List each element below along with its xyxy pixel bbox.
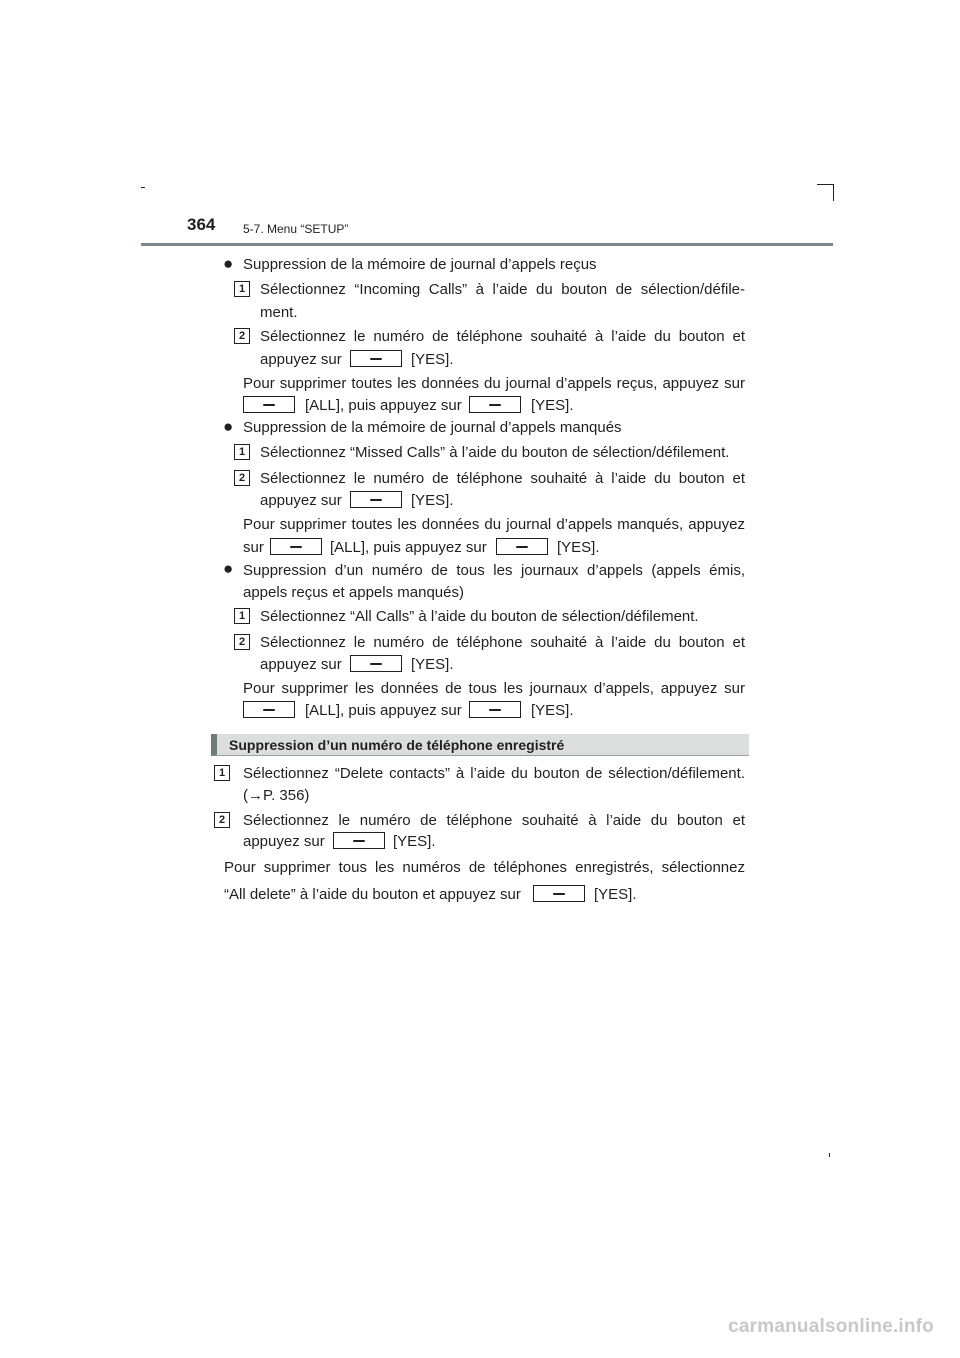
- block3-step1-line1: Sélectionnez “All Calls” à l’aide du bouton de sélection/défilement.: [260, 608, 699, 625]
- button-icon: [350, 655, 402, 672]
- bullet-icon: ●: [223, 417, 234, 436]
- button-icon: [496, 538, 548, 555]
- button-icon: [243, 396, 295, 413]
- button-icon: [469, 701, 521, 718]
- bullet-icon: ●: [223, 559, 234, 578]
- step-2-badge: 2: [234, 634, 250, 650]
- step-2-badge: 2: [234, 328, 250, 344]
- block1-step1-line2: ment.: [260, 304, 298, 321]
- block3-note-line2a: [ALL], puis appuyez sur: [305, 702, 462, 719]
- block2-heading: Suppression de la mémoire de journal d’appels manqués: [243, 419, 622, 436]
- block1-note-line1: Pour supprimer toutes les données du journal d’appels reçus, appuyez sur: [243, 375, 745, 392]
- block3-note-line2b: [YES].: [531, 702, 574, 719]
- header-rule: [141, 243, 833, 246]
- bullet-icon: ●: [223, 254, 234, 273]
- button-icon: [350, 491, 402, 508]
- section2-note-line2b: [YES].: [594, 886, 637, 903]
- block2-note-line1: Pour supprimer toutes les données du journal d’appels manqués, appuyez: [243, 516, 745, 533]
- block2-note-line2a: sur: [243, 539, 264, 556]
- section2-note-line1: Pour supprimer tous les numéros de téléphones enregistrés, sélectionnez: [224, 859, 745, 876]
- step-1-badge: 1: [234, 281, 250, 297]
- step-1-badge: 1: [214, 765, 230, 781]
- watermark[interactable]: carmanualsonline.info: [728, 1316, 934, 1337]
- section-heading-bar: [211, 734, 749, 756]
- block3-step2-line2b: [YES].: [411, 656, 454, 673]
- section2-step1-line2: (→P. 356): [243, 787, 310, 804]
- section2-step2-line2a: appuyez sur: [243, 833, 325, 850]
- block3-step2-line2a: appuyez sur: [260, 656, 342, 673]
- crop-mark: [817, 184, 834, 185]
- block3-note-line1: Pour supprimer les données de tous les journaux d’appels, appuyez sur: [243, 680, 745, 697]
- block2-step1-line1: Sélectionnez “Missed Calls” à l’aide du bouton de sélection/défilement.: [260, 444, 730, 461]
- section-title: Suppression d’un numéro de téléphone enregistré: [229, 737, 565, 753]
- step-2-badge: 2: [214, 812, 230, 828]
- block1-step2-line2a: appuyez sur: [260, 351, 342, 368]
- block3-heading-line2: appels reçus et appels manqués): [243, 584, 464, 601]
- crop-mark: [141, 187, 145, 188]
- block3-step2-line1: Sélectionnez le numéro de téléphone souhaité à l’aide du bouton et: [260, 634, 745, 651]
- crop-mark: [833, 184, 834, 201]
- section2-step2-line1: Sélectionnez le numéro de téléphone souhaité à l’aide du bouton et: [243, 812, 745, 829]
- block1-step2-line2b: [YES].: [411, 351, 454, 368]
- section2-step2-line2b: [YES].: [393, 833, 436, 850]
- section2-step1-line1: Sélectionnez “Delete contacts” à l’aide du bouton de sélection/défilement.: [243, 765, 745, 782]
- section2-note-line2a: “All delete” à l’aide du bouton et appuyez sur: [224, 886, 521, 903]
- block3-heading-line1: Suppression d’un numéro de tous les journaux d’appels (appels émis,: [243, 562, 745, 579]
- block2-step2-line2a: appuyez sur: [260, 492, 342, 509]
- block2-step2-line1: Sélectionnez le numéro de téléphone souhaité à l’aide du bouton et: [260, 470, 745, 487]
- block2-step2-line2b: [YES].: [411, 492, 454, 509]
- button-icon: [270, 538, 322, 555]
- crop-mark: [829, 1153, 830, 1157]
- block1-note-line2a: [ALL], puis appuyez sur: [305, 397, 462, 414]
- step-2-badge: 2: [234, 470, 250, 486]
- block1-step1-line1: Sélectionnez “Incoming Calls” à l’aide du bouton de sélection/défile-: [260, 281, 745, 298]
- page-number: 364: [187, 215, 216, 234]
- block2-note-line2c: [YES].: [557, 539, 600, 556]
- button-icon: [469, 396, 521, 413]
- button-icon: [243, 701, 295, 718]
- block1-note-line2b: [YES].: [531, 397, 574, 414]
- button-icon: [350, 350, 402, 367]
- button-icon: [333, 832, 385, 849]
- block1-step2-line1: Sélectionnez le numéro de téléphone souhaité à l’aide du bouton et: [260, 328, 745, 345]
- block2-note-line2b: [ALL], puis appuyez sur: [330, 539, 487, 556]
- step-1-badge: 1: [234, 608, 250, 624]
- button-icon: [533, 885, 585, 902]
- block1-heading: Suppression de la mémoire de journal d’appels reçus: [243, 256, 597, 273]
- section-label: 5-7. Menu “SETUP”: [243, 222, 349, 236]
- step-1-badge: 1: [234, 444, 250, 460]
